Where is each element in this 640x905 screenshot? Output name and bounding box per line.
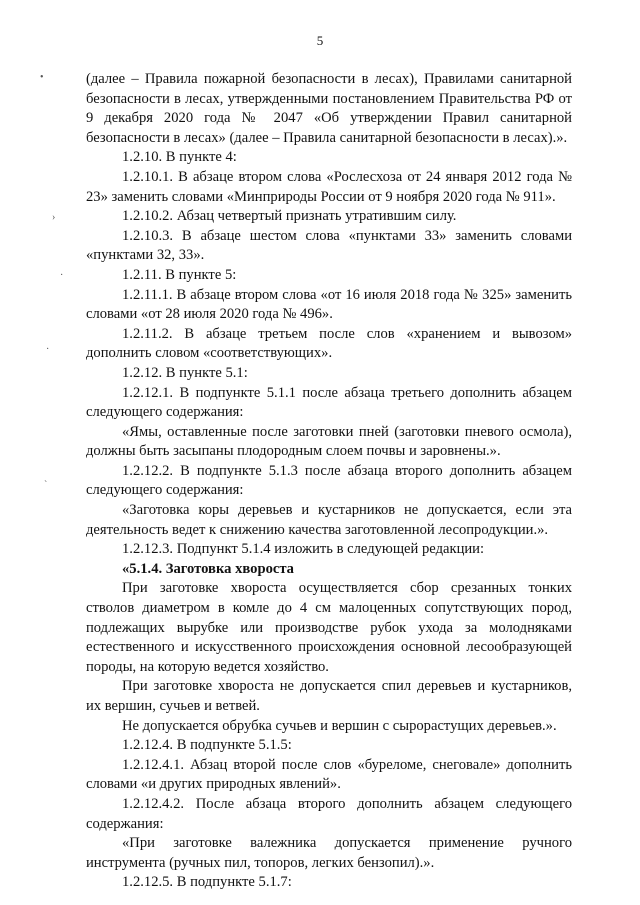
paragraph: «Заготовка коры деревьев и кустарников не допускается, если эта деятельность ведет к снижению качества заготовленной лесопродукции.». <box>86 502 572 538</box>
paragraph: 1.2.11. В пункте 5: <box>122 266 237 283</box>
scan-speck: › <box>52 212 56 223</box>
page-number: 5 <box>316 33 324 48</box>
paragraph: 1.2.12.4.1. Абзац второй после слов «буреломе, снеговале» дополнить словами «и других природных явлений». <box>86 756 572 793</box>
paragraph: 1.2.11.2. В абзаце третьем после слов «хранением и вывозом» дополнить словом «соответствующих». <box>86 325 572 362</box>
paragraph: 1.2.12. В пункте 5.1: <box>122 364 248 381</box>
paragraph: 1.2.11.1. В абзаце втором слова «от 16 июля 2018 года № 325» заменить словами «от 28 июля 2020 года № 496». <box>86 286 572 323</box>
paragraph: «Ямы, оставленные после заготовки пней (заготовки пневого осмола), должны быть засыпаны плодородным слоем почвы и заровнены.». <box>86 423 572 460</box>
paragraph: 1.2.10.3. В абзаце шестом слова «пунктами 33» заменить словами «пунктами 32, 33». <box>86 227 572 264</box>
paragraph: 1.2.10.2. Абзац четвертый признать утратившим силу. <box>122 208 457 225</box>
paragraph: 1.2.12.4. В подпункте 5.1.5: <box>122 737 292 754</box>
scan-speck: ˋ <box>44 480 48 491</box>
paragraph: При заготовке хвороста осуществляется сбор срезанных тонких стволов диаметром в комле до 4 см малоценных сопутствующих пород, подлежащих вырубке или производстве рубок ухода за молодняками естественного и искусственного происхождения основной лесообразующей породы, на которую ведется хозяйство. <box>86 580 572 675</box>
paragraph: 1.2.10. В пункте 4: <box>122 149 237 166</box>
paragraph: 1.2.12.2. В подпункте 5.1.3 после абзаца второго дополнить абзацем следующего содержания: <box>86 462 572 499</box>
scan-speck: · <box>60 270 64 281</box>
scan-speck: · <box>46 344 50 355</box>
paragraph: «5.1.4. Заготовка хвороста <box>122 560 294 577</box>
paragraph: 1.2.12.4.2. После абзаца второго дополнить абзацем следующего содержания: <box>86 795 572 832</box>
document-body <box>86 70 572 893</box>
paragraph: Не допускается обрубка сучьев и вершин с сырорастущих деревьев.». <box>122 717 557 734</box>
scan-speck: • <box>40 72 44 83</box>
paragraph: 1.2.12.1. В подпункте 5.1.1 после абзаца третьего дополнить абзацем следующего содержания: <box>86 384 572 421</box>
paragraph: 1.2.12.5. В подпункте 5.1.7: <box>122 874 292 891</box>
paragraph: При заготовке хвороста не допускается спил деревьев и кустарников, их вершин, сучьев и ветвей. <box>86 678 572 714</box>
paragraph: (далее – Правила пожарной безопасности в лесах), Правилами санитарной безопасности в лесах, утвержденными постановлением Правительства РФ от 9 декабря 2020 года № 2047 «Об утверждении Правил санитарной безопасности в лесах» (далее – Правила санитарной безопасности в лесах).». <box>86 71 572 146</box>
paragraph: 1.2.12.3. Подпункт 5.1.4 изложить в следующей редакции: <box>122 541 485 558</box>
paragraph: 1.2.10.1. В абзаце втором слова «Рослесхоза от 24 января 2012 года № 23» заменить словами «Минприроды России от 9 ноября 2020 года № 911». <box>86 168 572 205</box>
paragraph: «При заготовке валежника допускается применение ручного инструмента (ручных пил, топоров, легких бензопил).». <box>86 835 572 871</box>
